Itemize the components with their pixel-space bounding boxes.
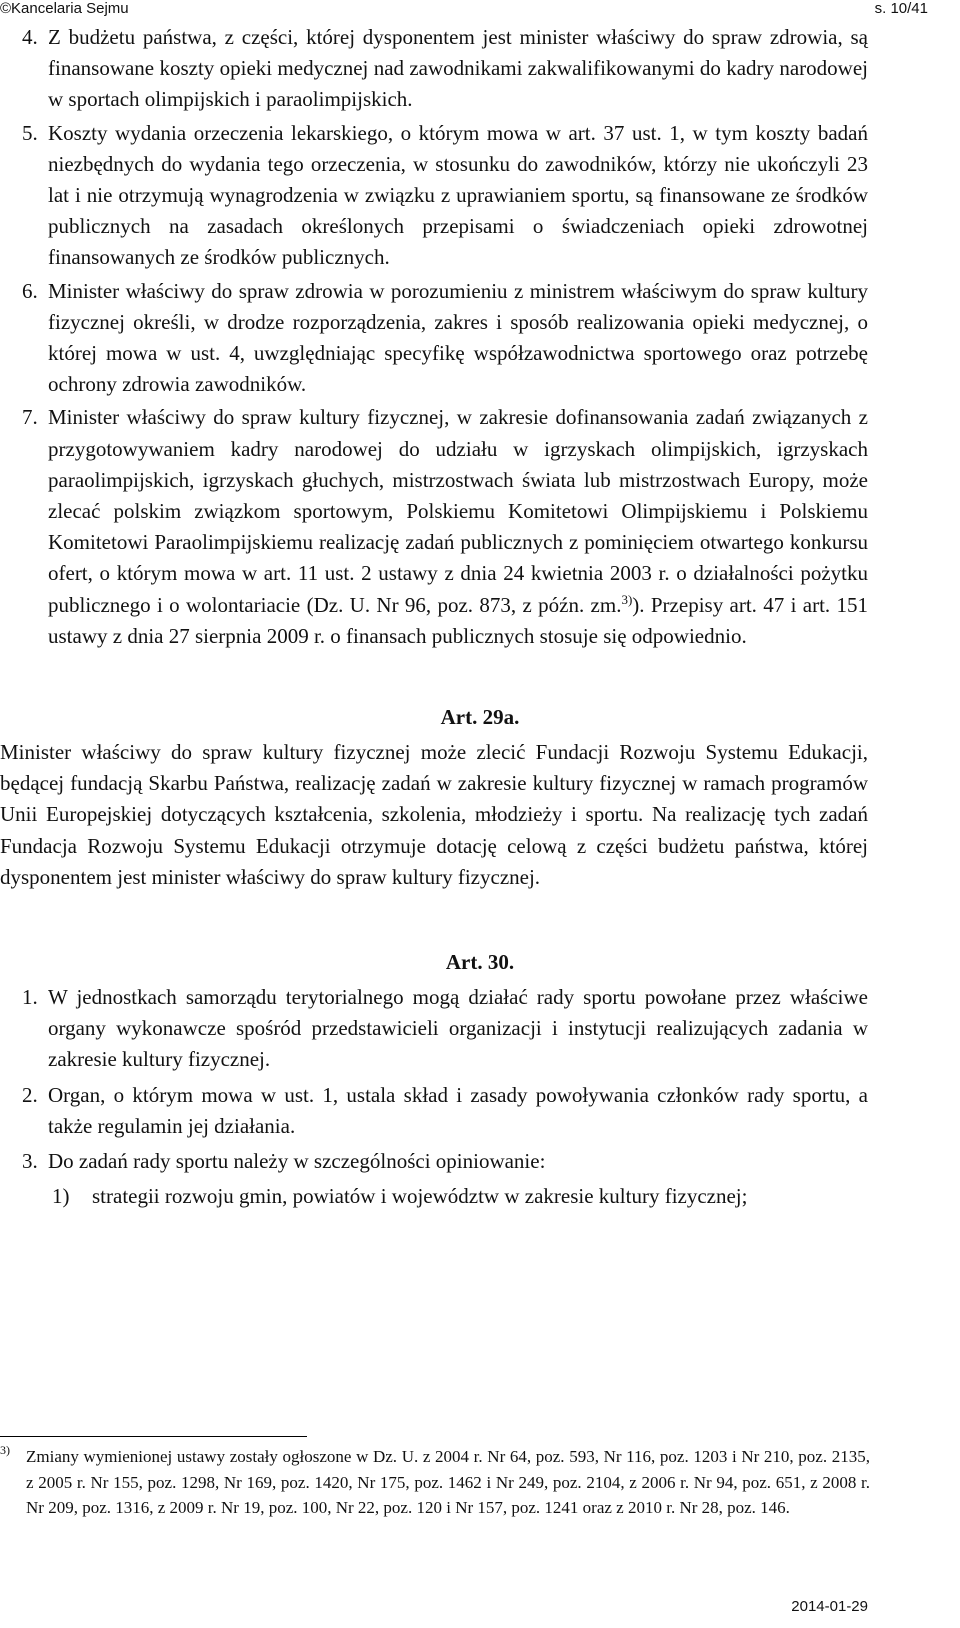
- item-text: Organ, o którym mowa w ust. 1, ustala skład i zasady powoływania członków rady sportu, a także regulamin jej działania.: [48, 1082, 868, 1138]
- footnote-separator: [0, 1436, 307, 1437]
- article-30-heading: Art. 30.: [445, 950, 515, 975]
- footer-date: 2014-01-29: [791, 1598, 868, 1615]
- subitem-number: 1): [52, 1184, 70, 1209]
- subitem-text: strategii rozwoju gmin, powiatów i województw w zakresie kultury fizycznej;: [92, 1184, 748, 1209]
- paragraph-text: Koszty wydania orzeczenia lekarskiego, o którym mowa w art. 37 ust. 1, w tym koszty badań niezbędnych do wydania tego orzeczenia, w stosunku do zawodników, którzy nie ukończyli 23 lat i nie otrzymują wynagrodzenia w związku z uprawianiem sportu, są finansowane ze środków publicznych na zasadach określonych przepisami o świadczeniach opieki zdrowotnej finansowanych ze środków publicznych.: [48, 120, 868, 270]
- paragraph-7: [0, 402, 960, 652]
- page-number: s. 10/41: [874, 0, 928, 17]
- paragraph-number: 4.: [22, 25, 38, 49]
- paragraph-6: [0, 276, 960, 401]
- item-text: Do zadań rady sportu należy w szczególności opiniowanie:: [48, 1149, 546, 1174]
- footnote-reference: 3): [621, 591, 633, 607]
- document-body: [0, 22, 960, 1213]
- footnote: [0, 1444, 870, 1521]
- item-number: 1.: [22, 985, 38, 1010]
- paragraph-4: [0, 22, 960, 116]
- art30-subitem-1: [0, 1181, 960, 1212]
- item-number: 3.: [22, 1149, 38, 1174]
- paragraph-5: [0, 118, 960, 274]
- paragraph-text-after: ). Przepisy art. 47 i art. 151 ustawy z dnia 27 sierpnia 2009 r. o finansach publicznych stosuje się odpowiednio.: [48, 592, 869, 648]
- art30-item-2: [0, 1080, 960, 1142]
- paragraph-text: Minister właściwy do spraw zdrowia w porozumieniu z ministrem właściwym do spraw kultury fizycznej określi, w drodze rozporządzenia, zakres i sposób realizowania opieki medycznej, o której mowa w ust. 4, uwzględniając specyfikę współzawodnictwa sportowego oraz potrzebę ochrony zdrowia zawodników.: [48, 278, 868, 397]
- footnote-text: Zmiany wymienionej ustawy zostały ogłoszone w Dz. U. z 2004 r. Nr 64, poz. 593, Nr 116, poz. 1203 i Nr 210, poz. 2135, z 2005 r. Nr 155, poz. 1298, Nr 169, poz. 1420, Nr 175, poz. 1462 i Nr 249, poz. 2104, z 2006 r. Nr 94, poz. 651, z 2008 r. Nr 209, poz. 1316, z 2009 r. Nr 19, poz. 100, Nr 22, poz. 120 i Nr 157, poz. 1241 oraz z 2010 r. Nr 28, poz. 146.: [26, 1447, 870, 1517]
- paragraph-text: Z budżetu państwa, z części, której dysponentem jest minister właściwy do spraw zdrowia, są finansowane koszty opieki medycznej nad zawodnikami zakwalifikowanymi do kadry narodowej w sportach olimpijskich i paraolimpijskich.: [48, 25, 868, 112]
- art30-item-3: [0, 1146, 960, 1177]
- header-copyright: ©Kancelaria Sejmu: [0, 0, 129, 17]
- art30-item-1: [0, 982, 960, 1076]
- article-29a-heading: Art. 29a.: [440, 705, 520, 730]
- item-number: 2.: [22, 1082, 38, 1107]
- footnote-number: 3): [0, 1443, 10, 1457]
- paragraph-number: 7.: [22, 405, 38, 430]
- paragraph-text-before: Minister właściwy do spraw kultury fizycznej, w zakresie dofinansowania zadań związanych z przygotowywaniem kadry narodowej do udziału w igrzyskach olimpijskich, igrzyskach paraolimpijskich, igrzyskach głuchych, mistrzostwach świata lub mistrzostwach Europy, może zlecać polskim związkom sportowym, Polskiemu Komitetowi Olimpijskiemu i Polskiemu Komitetowi Paraolimpijskiemu realizację zadań publicznych z pominięciem otwartego konkursu ofert, o którym mowa w art. 11 ust. 2 ustawy z dnia 24 kwietnia 2003 r. o działalności pożytku publicznego i o wolontariacie (Dz. U. Nr 96, poz. 873, z późn. zm.: [48, 405, 868, 617]
- paragraph-number: 5.: [22, 120, 38, 145]
- item-text: W jednostkach samorządu terytorialnego mogą działać rady sportu powołane przez właściwe organy wykonawcze spośród przedstawicieli organizacji i instytucji realizujących zadania w zakresie kultury fizycznej.: [48, 985, 868, 1072]
- page-header: [0, 0, 960, 22]
- article-29a-text: Minister właściwy do spraw kultury fizycznej może zlecić Fundacji Rozwoju Systemu Edukacji, będącej fundacją Skarbu Państwa, realizację zadań w zakresie kultury fizycznej w ramach programów Unii Europejskiej dotyczących kształcenia, szkolenia, młodzieży i sportu. Na realizację tych zadań Fundacja Rozwoju Systemu Edukacji otrzymuje dotację celową z części budżetu państwa, której dysponentem jest minister właściwy do spraw kultury fizycznej.: [0, 740, 868, 889]
- paragraph-number: 6.: [22, 278, 38, 303]
